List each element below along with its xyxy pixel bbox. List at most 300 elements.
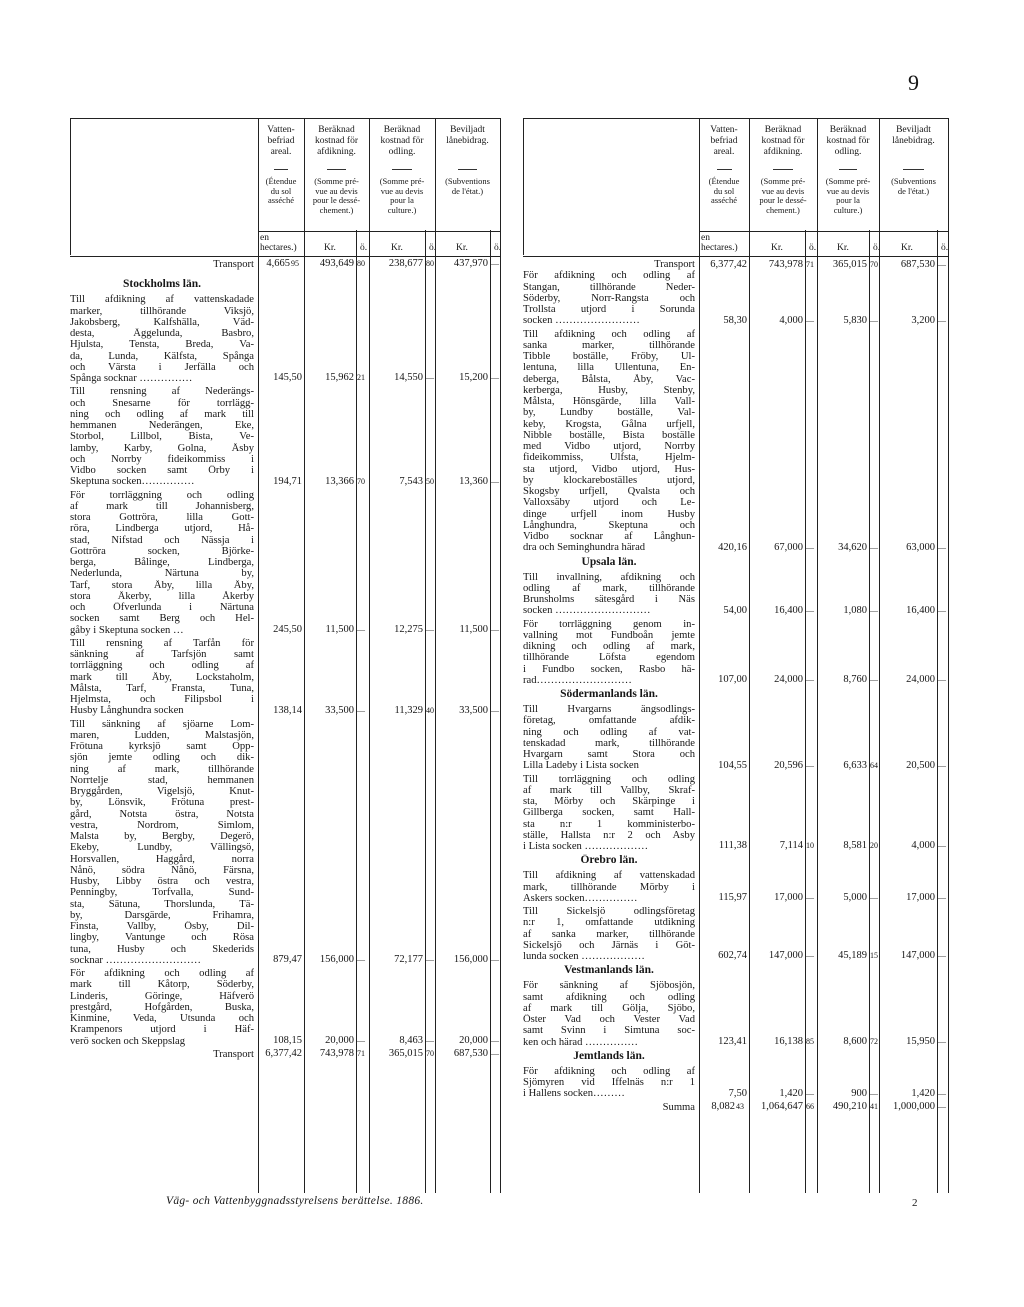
table-body [523, 255, 948, 1193]
header-title-line: Beviljadt [450, 125, 485, 135]
description-line: och Öfverlunda i Närtuna [70, 602, 254, 613]
value-grant-ore: — [491, 705, 499, 715]
value-cult: 72,177 [394, 954, 423, 965]
value-area: 111,38 [718, 840, 747, 852]
description-line: Till Sickelsjö odlingsföretag [523, 906, 695, 917]
description-line: Skogsby urfjell, Qvalsta och [523, 486, 695, 497]
value-cult: 8,463 [399, 1034, 423, 1046]
description-line: Penningby, Torfvalla, Sund- [70, 887, 254, 899]
description-line: För torrläggning och odling [70, 489, 254, 501]
value-cult-ore: — [870, 1088, 878, 1098]
table-header [523, 118, 948, 257]
description-line: sta utjord, Vidbo utjord, Hus- [523, 463, 695, 475]
value-area: 108,15 [273, 1034, 302, 1046]
header-title-line: areal. [713, 147, 735, 157]
header-dash [274, 169, 288, 170]
value-grant: 687,530 [900, 259, 935, 270]
header-french [699, 177, 749, 206]
header-french-line: de l'état.) [897, 185, 930, 196]
value-drain: 20,000 [325, 1034, 354, 1046]
header-unit-line: hectares.) [260, 243, 297, 253]
value-cult-ore: 70 [870, 260, 878, 269]
header-french-line: (Subventions [445, 176, 490, 186]
value-drain: 743,978 [768, 259, 803, 270]
header-title-line: afdikning. [763, 147, 803, 157]
value-grant: 15,200 [459, 372, 488, 384]
value-drain: 11,500 [325, 623, 354, 635]
row-description [70, 968, 254, 1047]
value-cult-ore: — [426, 955, 434, 964]
table-row [70, 968, 500, 1047]
header-french-line: culture.) [387, 204, 417, 215]
header-dash [773, 169, 793, 170]
row-description [70, 719, 254, 967]
description-line: Trollsta utjord i Sorunda [523, 304, 695, 315]
description-line: Valloxsäby utjord och Le- [523, 497, 695, 509]
value-area: 123,41 [718, 1035, 747, 1047]
header-cost-drain [304, 119, 369, 256]
value-cult: 1,080 [843, 604, 867, 616]
description-line: Brunsholms sätesgård i Näs [523, 594, 695, 605]
description-line: i Lista socken ……………… [523, 841, 649, 852]
description-line: af mark till Vallby, Skraf- [523, 784, 695, 796]
header-title-line: befriad [267, 136, 295, 146]
header-unit-ore: ö. [873, 243, 881, 253]
description-line: berga, Bålinge, Lindberga, [70, 557, 254, 568]
value-grant-ore: — [938, 1088, 946, 1098]
header-french [369, 177, 435, 215]
table-row [70, 386, 500, 487]
value-drain: 147,000 [768, 950, 803, 962]
description-line: gård, Notsta östra, Notsta [70, 808, 254, 820]
description-line: tillhörande Löfsta egendom [523, 652, 695, 664]
description-line: vallning mot Fundboån jemte [523, 629, 695, 641]
description-line: lamby, Karby, Golna, Åsby [70, 442, 254, 454]
description-line: Hvargarn samt Stora och [523, 749, 695, 760]
description-line: af sanka marker, tillhörande [523, 928, 695, 940]
value-cult-ore: 64 [870, 760, 878, 770]
description-line: sta n:r 1 komministerbo- [523, 818, 695, 830]
header-french-line: du sol [270, 185, 292, 196]
header-unit-ore: ö. [809, 243, 817, 253]
value-drain: 13,366 [325, 475, 354, 487]
table-left-rule [523, 118, 524, 255]
county-heading-row [523, 688, 948, 702]
value-drain-ore: — [806, 1088, 814, 1098]
value-grant: 4,000 [911, 840, 935, 852]
header-cost-drain [749, 119, 817, 256]
header-title-line: Beräknad [383, 125, 421, 135]
description-line: sänkning af Tarfsjön samt [70, 649, 254, 660]
value-cult-ore: — [870, 316, 878, 326]
right-table [523, 118, 948, 1193]
table-row [70, 638, 500, 717]
header-title-line: Vatten- [710, 125, 738, 135]
description-line: Hjulsta, Tensta, Breda, Va- [70, 339, 254, 351]
description-line: Till torrläggning och odling [523, 773, 695, 785]
header-title-line: Vatten- [267, 125, 295, 135]
description-line: Transport [213, 259, 254, 270]
table-row [523, 572, 948, 617]
value-drain-ore: — [357, 955, 365, 964]
header-unit-line: hectares.) [701, 243, 738, 253]
description-line: Krampenors utjord i Häf- [70, 1024, 254, 1036]
row-description [523, 870, 695, 904]
header-french-line: (Subventions [891, 176, 936, 186]
page-number: 9 [908, 70, 919, 95]
header-french-line: de l'état.) [451, 185, 484, 196]
description-line: Linderis, Göringe, Häfverö [70, 990, 254, 1002]
header-unit-kr: Kr. [771, 243, 783, 253]
header-unit-kr: Kr. [837, 243, 849, 253]
table-row [523, 1066, 948, 1100]
description-line: Frötuna kyrksjö samt Opp- [70, 741, 254, 752]
description-line: Till sänkning af sjöarne Lom- [70, 718, 254, 730]
header-title [369, 125, 435, 158]
description-line: vestra, Nordrom, Simlom, [70, 819, 254, 831]
value-cult-ore: 40 [426, 705, 434, 715]
value-area: 6,377,42 [265, 1048, 302, 1059]
table-body [70, 255, 500, 1193]
description-line: Söderby, Norr-Rangsta och [523, 292, 695, 304]
description-line: företag, omfattande afdik- [523, 715, 695, 727]
value-drain: 1,420 [779, 1087, 803, 1099]
table-row [523, 870, 948, 904]
header-dash [717, 169, 732, 170]
value-drain-ore: — [806, 893, 814, 902]
description-line: Till afdikning af vattenskadad [523, 870, 695, 882]
description-line: stora Gottröra, lilla Gott- [70, 512, 254, 523]
county-heading: Örebro län. [580, 854, 638, 867]
value-drain-ore: 10 [806, 841, 814, 851]
description-line: mark till Åby, Lockstaholm, [70, 671, 254, 683]
value-drain: 1,064,647 [761, 1100, 803, 1112]
value-drain: 16,400 [774, 604, 803, 616]
description-line: lingby, Vantunge och Rösa [70, 932, 254, 944]
value-area: 104,55 [718, 759, 747, 771]
value-drain: 156,000 [319, 954, 354, 965]
row-description [523, 1102, 695, 1113]
header-title [817, 125, 879, 158]
value-drain: 67,000 [774, 541, 803, 553]
value-area: 6,377,42 [710, 259, 747, 270]
table-row [523, 980, 948, 1048]
description-line: lentuna, lilla Ullentuna, En- [523, 362, 695, 374]
description-line: För afdikning och odling af [523, 270, 695, 282]
value-grant: 437,970 [453, 258, 488, 270]
value-area-fraction: 95 [291, 259, 299, 269]
description-line: i Fundbo socken, Rasbo hä- [523, 663, 695, 675]
value-drain-ore: — [357, 624, 365, 634]
description-line: kerberga, Husby, Stenby, [523, 384, 695, 396]
header-title [304, 125, 369, 158]
value-grant-ore: — [938, 1036, 946, 1046]
description-line: marker, tillhörande Viksjö, [70, 305, 254, 317]
description-line: Nibble boställe, Bista boställe [523, 429, 695, 441]
value-cult-ore: 72 [870, 1036, 878, 1046]
value-grant-ore: — [938, 1101, 946, 1111]
header-dash [392, 169, 412, 170]
county-heading-row [523, 556, 948, 570]
row-description [70, 294, 254, 384]
value-area: 194,71 [273, 475, 302, 487]
value-grant: 20,500 [906, 759, 935, 771]
description-line: och Norrby fideikommiss i [70, 453, 254, 465]
description-line: röra, Lindberga utjord, Hå- [70, 523, 254, 535]
value-drain-ore: — [357, 705, 365, 715]
value-cult: 11,329 [394, 704, 423, 716]
value-grant: 17,000 [906, 892, 935, 903]
header-unit-ore: ö. [494, 243, 502, 253]
value-cult: 7,543 [399, 475, 423, 487]
header-unit-kr: Kr. [324, 243, 336, 253]
header-title-line: befriad [710, 136, 738, 146]
description-line: För afdikning och odling af [70, 968, 254, 979]
description-line: ställe, Hallsta n:r 2 och Asby [523, 829, 695, 841]
value-grant: 11,500 [459, 623, 488, 635]
description-line: deberga, Bålsta, Åby, Vac- [523, 373, 695, 385]
value-drain-ore: — [806, 760, 814, 770]
description-line: maren, Ludden, Malstasjön, [70, 729, 254, 741]
value-cult: 6,633 [843, 759, 867, 771]
header-unit-ore: ö. [941, 243, 949, 253]
description-line: Hjelmsta, och Filipsbol i [70, 694, 254, 705]
header-french-line: (Somme pré- [379, 176, 425, 186]
value-cult: 238,677 [388, 258, 423, 270]
description-line: Horsvallen, Haggård, norra [70, 853, 254, 865]
header-french-line: (Somme pré- [760, 176, 806, 186]
description-line: dinge urfjell inom Husby [523, 508, 695, 520]
row-description [523, 572, 695, 617]
value-area: 115,97 [718, 892, 747, 903]
description-line: by, Lönsvik, Frötuna prest- [70, 797, 254, 809]
value-cult-ore: 50 [426, 476, 434, 486]
header-french [304, 177, 369, 215]
row-description [523, 688, 695, 701]
header-unit-line: en [701, 233, 710, 243]
value-cult-ore: 70 [426, 1049, 434, 1058]
header-french-line: chement.) [766, 204, 800, 215]
header-french-line: du sol [713, 185, 735, 196]
value-drain-ore: 71 [357, 1049, 365, 1058]
value-grant-ore: — [938, 675, 946, 684]
value-cult: 5,000 [843, 892, 867, 903]
value-grant-ore: — [491, 373, 499, 383]
description-line: Finsta, Vallby, Ösby, Dil- [70, 921, 254, 932]
header-french-line: vue au devis [315, 185, 358, 196]
total-row [523, 1102, 948, 1113]
description-line: hemmanen Nederängen, Eke, [70, 420, 254, 431]
row-description [70, 278, 254, 291]
description-line: tuna, Husby och Skederids [70, 943, 254, 955]
header-title-line: Beräknad [764, 125, 802, 135]
row-description [523, 906, 695, 962]
description-line: sta, Sätuna, Thorslunda, Tä- [70, 898, 254, 910]
description-line: Transport [213, 1048, 254, 1060]
row-description [523, 619, 695, 687]
value-grant-ore: — [938, 841, 946, 851]
county-heading: Vestmanlands län. [564, 964, 654, 977]
description-line: Målsta, Tarf, Fransta, Tuna, [70, 682, 254, 694]
value-grant-ore: — [938, 260, 946, 269]
row-description [523, 980, 695, 1048]
value-cult: 34,620 [838, 541, 867, 553]
table-row [70, 294, 500, 384]
value-drain-ore: 70 [357, 476, 365, 486]
table-row [523, 329, 948, 554]
description-line: samt afdikning och odling [523, 991, 695, 1003]
description-line: torrläggning och odling af [70, 660, 254, 672]
header-french-line: vue au devis [380, 185, 424, 196]
description-line: Malsta by, Bergby, Degerö, [70, 831, 254, 842]
value-cult-ore: 41 [870, 1101, 878, 1111]
description-line: Till Hvargarns ängsodlings- [523, 704, 695, 715]
description-line: socknar ……………………… [70, 954, 201, 966]
value-grant-ore: — [491, 1035, 499, 1045]
header-french-line: (Somme pré- [314, 176, 359, 186]
value-drain: 4,000 [779, 315, 803, 327]
value-cult: 8,581 [843, 840, 867, 852]
header-dash [903, 169, 924, 170]
description-line: odling af mark, tillhörande [523, 582, 695, 594]
header-title-line: odling. [388, 147, 416, 157]
header-title [879, 125, 948, 147]
county-heading-row [523, 854, 948, 868]
description-line: dra och Seminghundra härad [523, 542, 646, 554]
header-french [749, 177, 817, 215]
description-line: sta, Mörby och Skärpinge i [523, 796, 695, 807]
value-drain: 20,596 [774, 759, 803, 771]
description-line: desta, Äggelunda, Basbro, [70, 328, 254, 339]
value-drain-ore: — [806, 605, 814, 615]
header-title-line: lånebidrag. [446, 136, 489, 146]
row-description [523, 556, 695, 569]
header-french-line: chement.) [319, 204, 354, 215]
value-cult-ore: — [426, 373, 434, 383]
row-description [523, 704, 695, 772]
value-cult: 8,760 [843, 674, 867, 685]
county-heading-row [523, 1050, 948, 1064]
value-area: 879,47 [273, 954, 302, 965]
value-drain: 493,649 [319, 258, 354, 270]
header-french-line: (Étendue [265, 176, 297, 186]
description-line: Husby, Libby östra och vestra, [70, 876, 254, 887]
value-grant-ore: — [938, 605, 946, 615]
value-cult-ore: — [870, 605, 878, 615]
description-line: socken ……………………… [523, 605, 651, 617]
description-line: ning och odling af mark till [70, 408, 254, 420]
header-area [258, 119, 304, 256]
header-unit-kr: Kr. [391, 243, 403, 253]
description-line: verö socken och Skeppslag [70, 1035, 186, 1047]
description-line: Summa [662, 1101, 695, 1113]
county-heading: Södermanlands län. [560, 688, 658, 700]
description-line: af mark till Johannisberg, [70, 500, 254, 512]
value-grant: 147,000 [900, 950, 935, 962]
value-drain-ore: 71 [806, 260, 814, 269]
value-grant: 1,420 [911, 1087, 935, 1099]
header-french-line: vue au devis [761, 185, 805, 196]
header-french [817, 177, 879, 215]
row-description [523, 1066, 695, 1100]
description-line: Långhundra, Skeptuna och [523, 519, 695, 531]
value-drain: 7,114 [779, 840, 803, 852]
value-grant: 156,000 [453, 954, 488, 965]
value-cult-ore: — [426, 1035, 434, 1045]
row-description [70, 1049, 254, 1060]
value-grant-ore: — [491, 259, 499, 269]
value-grant-ore: — [938, 316, 946, 326]
header-title-line: areal. [270, 147, 292, 157]
description-line: ning och odling af vat- [523, 726, 695, 738]
table-row [523, 906, 948, 962]
description-line: Lilla Ladeby i Lista socken [523, 760, 639, 772]
row-description [523, 964, 695, 977]
description-line: Vidbo socken samt Örby i [70, 465, 254, 476]
value-drain-ore: — [806, 316, 814, 326]
row-description [70, 259, 254, 270]
header-dash [458, 169, 478, 170]
description-line: sjön jemte odling och dik- [70, 752, 254, 764]
value-cult: 8,600 [843, 1035, 867, 1047]
value-area: 145,50 [273, 372, 302, 384]
description-line: Bryggården, Vigelsjö, Knut- [70, 786, 254, 797]
description-line: Sjömyren vid Iffelnäs n:r 1 [523, 1077, 695, 1088]
value-area: 602,74 [718, 950, 747, 962]
value-cult-ore: 80 [426, 259, 434, 269]
description-line: socken …………………… [523, 315, 640, 327]
table-row [523, 259, 948, 327]
value-area: 58,30 [723, 315, 747, 327]
description-line: Stangan, tillhörande Neder- [523, 281, 695, 293]
row-description [70, 490, 254, 636]
value-cult-ore: — [870, 893, 878, 902]
description-line: Till afdikning af vattenskadade [70, 294, 254, 306]
value-area-fraction: 43 [736, 1101, 744, 1111]
county-heading: Stockholms län. [123, 278, 201, 291]
description-line: fideikommiss, Ulfsta, Hjelm- [523, 452, 695, 464]
table-row [70, 719, 500, 967]
description-line: Öster Vad och Vester Vad [523, 1014, 695, 1025]
header-title-line: kostnad för [380, 136, 424, 146]
description-line: Sickelsjö och Järnäs i Göt- [523, 939, 695, 951]
description-line: Till rensning af Nederängs- [70, 386, 254, 398]
description-line: da, Lunda, Kälfsta, Spånga [70, 350, 254, 362]
county-heading-row [523, 964, 948, 978]
left-table [70, 118, 500, 1193]
description-line: keby, Krogsta, Gålna urfjell, [523, 418, 695, 430]
value-area: 138,14 [273, 704, 302, 716]
description-line: För torrläggning genom in- [523, 618, 695, 630]
header-unit-kr: Kr. [901, 243, 913, 253]
value-cult: 5,830 [843, 315, 867, 327]
description-line: by, Darsgärde, Frihamra, [70, 909, 254, 921]
header-french-line: pour la [836, 195, 860, 205]
value-grant: 3,200 [911, 315, 935, 327]
table-row [70, 490, 500, 636]
header-title-line: Beräknad [318, 125, 355, 135]
row-description [70, 638, 254, 717]
value-cult: 12,275 [394, 623, 423, 635]
signature-mark: 2 [912, 1197, 918, 1209]
description-line: Nederlunda, Närtuna by, [70, 568, 254, 580]
description-line: ning af mark, tillhörande [70, 763, 254, 775]
header-unit-ore: ö. [429, 243, 437, 253]
description-line: Gottröra socken, Björke- [70, 545, 254, 557]
row-description [523, 259, 695, 327]
value-grant: 16,400 [906, 604, 935, 616]
description-line: och Snesarne för torrlägg- [70, 397, 254, 409]
